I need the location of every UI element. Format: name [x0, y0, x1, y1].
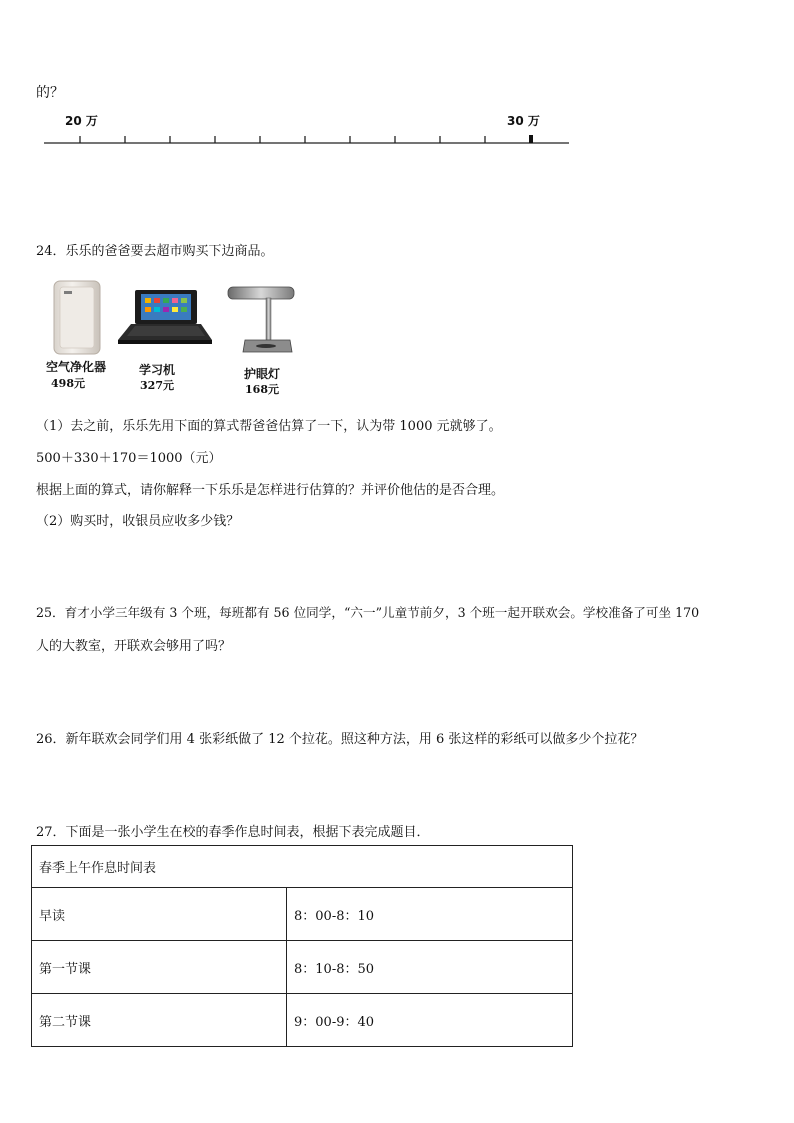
question-26-text: 26．新年联欢会同学们用 4 张彩纸做了 12 个拉花。照这种方法，用 6 张这样的彩纸可以做多少个拉花？ — [36, 732, 644, 747]
question-24-title: 24．乐乐的爸爸要去超市购买下边商品。 — [36, 244, 274, 259]
products-illustration — [0, 0, 794, 400]
number-line-left-label: 20 万 — [65, 114, 98, 128]
activity-cell: 早读 — [32, 888, 287, 941]
question-25-line2: 人的大教室，开联欢会够用了吗？ — [36, 639, 232, 654]
schedule-table-header: 春季上午作息时间表 — [32, 846, 573, 888]
time-cell: 8：10-8：50 — [287, 941, 573, 994]
product-1-name: 空气净化器 — [45, 360, 106, 374]
product-3-price: 168元 — [245, 383, 279, 396]
question-25-line1: 25．育才小学三年级有 3 个班，每班都有 56 位同学，“六一”儿童节前夕，3 个班一起开联欢会。学校准备了可坐 170 — [36, 605, 700, 620]
question-24-formula: 500＋330＋170＝1000（元） — [36, 451, 222, 466]
time-cell: 8：00-8：10 — [287, 888, 573, 941]
table-row — [32, 994, 573, 1047]
activity-cell: 第一节课 — [32, 941, 287, 994]
time-cell: 9：00-9：40 — [287, 994, 573, 1047]
product-3-name: 护眼灯 — [243, 367, 280, 381]
schedule-table-header-row — [32, 846, 573, 888]
desk-lamp-icon — [228, 287, 294, 352]
question-24-part1-question: 根据上面的算式，请你解释一下乐乐是怎样进行估算的？并评价他估的是否合理。 — [36, 483, 505, 498]
schedule-table — [31, 845, 573, 1047]
product-2-price: 327元 — [140, 379, 174, 392]
table-row — [32, 941, 573, 994]
air-purifier-icon — [54, 281, 100, 354]
question-23-tail: 的？ — [36, 85, 64, 101]
activity-cell: 第二节课 — [32, 994, 287, 1047]
learning-device-icon — [118, 290, 212, 344]
number-line-right-label: 30 万 — [507, 114, 540, 128]
question-24-part1: （1）去之前，乐乐先用下面的算式帮爸爸估算了一下，认为带 1000 元就够了。 — [36, 419, 502, 434]
table-row — [32, 888, 573, 941]
product-2-name: 学习机 — [138, 363, 175, 377]
question-24-part2: （2）购买时，收银员应收多少钱？ — [36, 514, 240, 529]
product-1-price: 498元 — [51, 377, 85, 390]
question-27-title: 27．下面是一张小学生在校的春季作息时间表，根据下表完成题目． — [36, 825, 430, 840]
